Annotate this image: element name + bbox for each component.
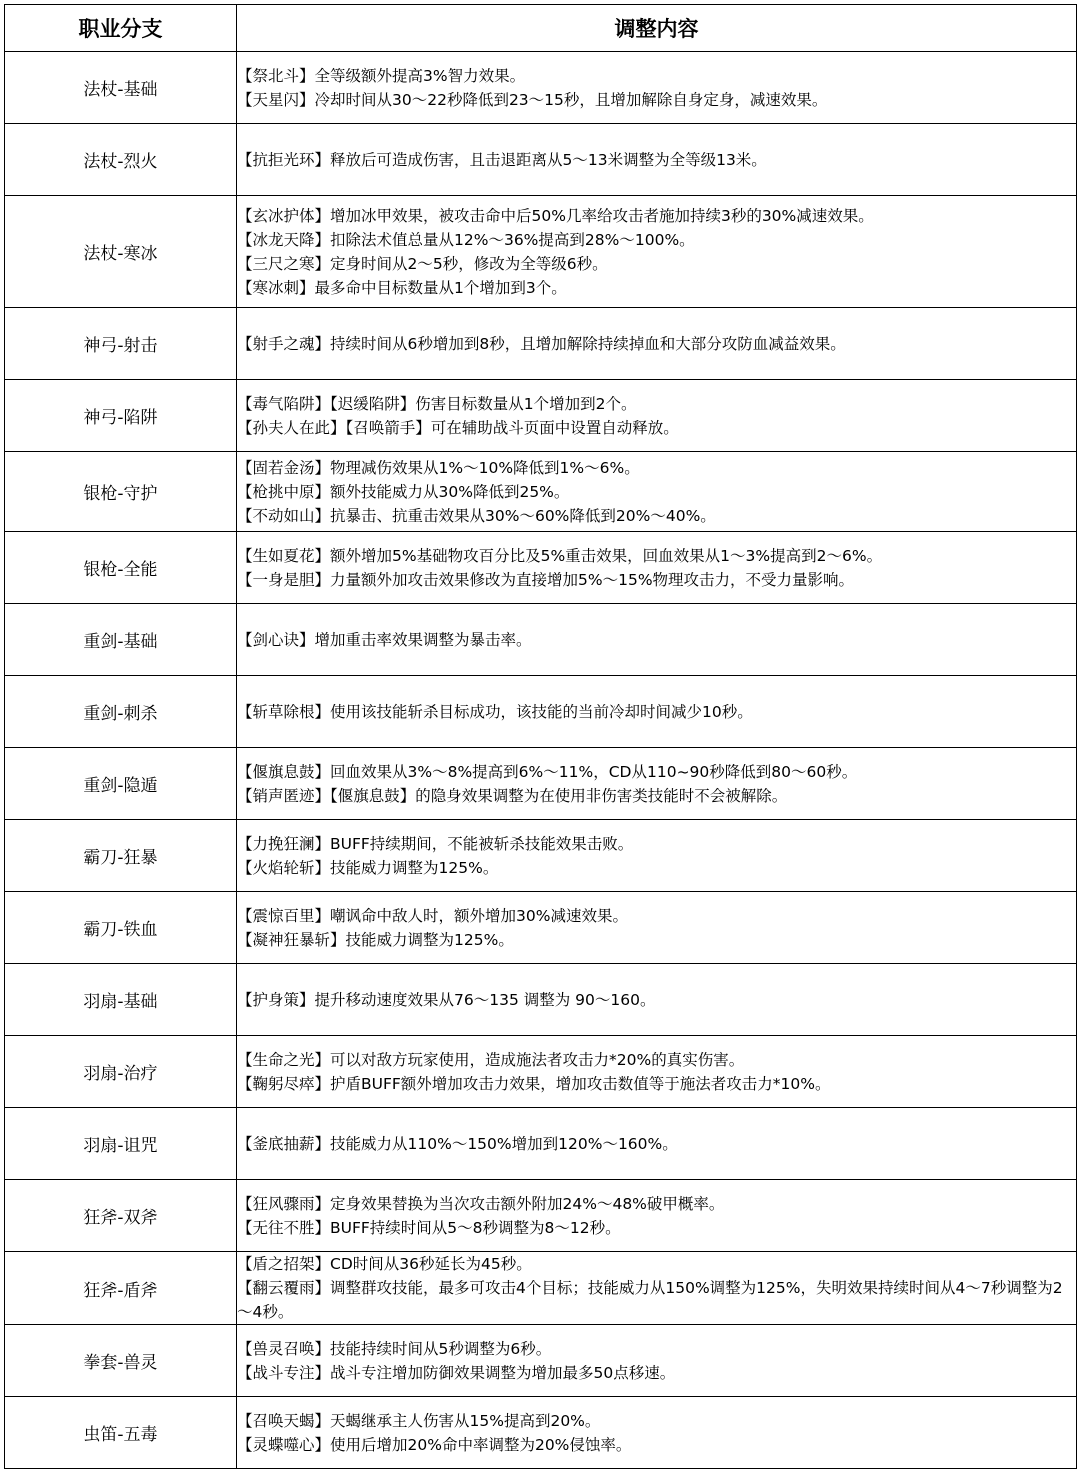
- content-line: 【翻云覆雨】调整群攻技能，最多可攻击4个目标；技能威力从150%调整为125%，失明效果持续时间从4～7秒调整为2～4秒。: [237, 1279, 1063, 1321]
- content-cell: [237, 964, 1077, 1036]
- branch-cell: 羽扇-诅咒: [5, 1108, 237, 1180]
- table-row: [5, 676, 1077, 748]
- branch-cell: 虫笛-五毒: [5, 1397, 237, 1469]
- content-line: 【盾之招架】CD时间从36秒延长为45秒。: [237, 1255, 532, 1273]
- content-line: 【寒冰刺】最多命中目标数量从1个增加到3个。: [237, 278, 567, 297]
- table-row: [5, 748, 1077, 820]
- content-line: 【冰龙天降】扣除法术值总量从12%～36%提高到28%～100%。: [237, 230, 695, 249]
- branch-cell: 神弓-陷阱: [5, 380, 237, 452]
- branch-cell: 重剑-基础: [5, 604, 237, 676]
- branch-cell: 羽扇-基础: [5, 964, 237, 1036]
- table-row: [5, 1325, 1077, 1397]
- content-line: 【釜底抽薪】技能威力从110%～150%增加到120%～160%。: [237, 1134, 678, 1153]
- content-line: 【无往不胜】BUFF持续时间从5～8秒调整为8～12秒。: [237, 1218, 621, 1237]
- branch-cell: 法杖-寒冰: [5, 196, 237, 308]
- table-row: [5, 1036, 1077, 1108]
- header-branch: 职业分支: [5, 5, 237, 52]
- content-cell: [237, 1397, 1077, 1469]
- content-line: 【抗拒光环】释放后可造成伤害，且击退距离从5～13米调整为全等级13米。: [237, 150, 767, 169]
- content-line: 【剑心诀】增加重击率效果调整为暴击率。: [237, 630, 532, 649]
- content-cell: [237, 1180, 1077, 1252]
- branch-cell: 重剑-刺杀: [5, 676, 237, 748]
- content-line: 【生如夏花】额外增加5%基础物攻百分比及5%重击效果，回血效果从1～3%提高到2～6%。: [237, 546, 883, 565]
- table-row: [5, 604, 1077, 676]
- content-cell: [237, 1252, 1077, 1325]
- patch-notes-table: [4, 4, 1077, 1469]
- content-line: 【偃旗息鼓】回血效果从3%～8%提高到6%～11%，CD从110~90秒降低到80～60秒。: [237, 762, 858, 781]
- content-line: 【三尺之寒】定身时间从2～5秒，修改为全等级6秒。: [237, 254, 608, 273]
- branch-cell: 霸刀-狂暴: [5, 820, 237, 892]
- branch-cell: 羽扇-治疗: [5, 1036, 237, 1108]
- table-header-row: [5, 5, 1077, 52]
- content-line: 【天星闪】冷却时间从30～22秒降低到23～15秒，且增加解除自身定身，减速效果。: [237, 90, 828, 109]
- content-cell: [237, 604, 1077, 676]
- content-line: 【孙夫人在此】【召唤箭手】可在辅助战斗页面中设置自动释放。: [237, 418, 679, 437]
- content-cell: [237, 532, 1077, 604]
- table-row: [5, 1108, 1077, 1180]
- table-row: [5, 380, 1077, 452]
- branch-cell: 银枪-守护: [5, 452, 237, 532]
- content-line: 【一身是胆】力量额外加攻击效果修改为直接增加5%～15%物理攻击力，不受力量影响。: [237, 570, 855, 589]
- content-line: 【射手之魂】持续时间从6秒增加到8秒，且增加解除持续掉血和大部分攻防血减益效果。: [237, 334, 846, 353]
- table-row: [5, 308, 1077, 380]
- table-row: [5, 532, 1077, 604]
- content-line: 【狂风骤雨】定身效果替换为当次攻击额外附加24%～48%破甲概率。: [237, 1194, 725, 1213]
- branch-cell: 霸刀-铁血: [5, 892, 237, 964]
- branch-cell: 狂斧-盾斧: [5, 1252, 237, 1325]
- content-line: 【火焰轮斩】技能威力调整为125%。: [237, 858, 499, 877]
- content-line: 【护身策】提升移动速度效果从76～135 调整为 90～160。: [237, 990, 656, 1009]
- content-line: 【凝神狂暴斩】技能威力调整为125%。: [237, 930, 514, 949]
- content-cell: [237, 52, 1077, 124]
- content-cell: [237, 892, 1077, 964]
- content-cell: [237, 124, 1077, 196]
- branch-cell: 法杖-基础: [5, 52, 237, 124]
- branch-cell: 重剑-隐遁: [5, 748, 237, 820]
- header-content: 调整内容: [237, 5, 1077, 52]
- content-cell: [237, 196, 1077, 308]
- content-cell: [237, 1036, 1077, 1108]
- content-cell: [237, 1108, 1077, 1180]
- content-line: 【祭北斗】全等级额外提高3%智力效果。: [237, 66, 526, 85]
- table-row: [5, 1397, 1077, 1469]
- table-row: [5, 52, 1077, 124]
- table-row: [5, 1252, 1077, 1325]
- content-line: 【生命之光】可以对敌方玩家使用，造成施法者攻击力*20%的真实伤害。: [237, 1050, 745, 1069]
- table-row: [5, 964, 1077, 1036]
- table-row: [5, 452, 1077, 532]
- content-line: 【力挽狂澜】BUFF持续期间，不能被斩杀技能效果击败。: [237, 834, 634, 853]
- content-line: 【召唤天蝎】天蝎继承主人伤害从15%提高到20%。: [237, 1411, 601, 1430]
- branch-cell: 拳套-兽灵: [5, 1325, 237, 1397]
- branch-cell: 狂斧-双斧: [5, 1180, 237, 1252]
- branch-cell: 神弓-射击: [5, 308, 237, 380]
- content-cell: [237, 380, 1077, 452]
- table-row: [5, 124, 1077, 196]
- content-line: 【不动如山】抗暴击、抗重击效果从30%～60%降低到20%～40%。: [237, 506, 716, 525]
- content-cell: [237, 676, 1077, 748]
- table-row: [5, 1180, 1077, 1252]
- content-line: 【震惊百里】嘲讽命中敌人时，额外增加30%减速效果。: [237, 906, 628, 925]
- content-cell: [237, 308, 1077, 380]
- content-line: 【兽灵召唤】技能持续时间从5秒调整为6秒。: [237, 1339, 552, 1358]
- content-line: 【固若金汤】物理减伤效果从1%～10%降低到1%～6%。: [237, 458, 640, 477]
- content-line: 【玄冰护体】增加冰甲效果，被攻击命中后50%几率给攻击者施加持续3秒的30%减速效果。: [237, 206, 874, 225]
- branch-cell: 银枪-全能: [5, 532, 237, 604]
- content-line: 【鞠躬尽瘁】护盾BUFF额外增加攻击力效果，增加攻击数值等于施法者攻击力*10%。: [237, 1074, 831, 1093]
- content-line: 【战斗专注】战斗专注增加防御效果调整为增加最多50点移速。: [237, 1363, 676, 1382]
- table-row: [5, 892, 1077, 964]
- content-line: 【销声匿迹】【偃旗息鼓】的隐身效果调整为在使用非伤害类技能时不会被解除。: [237, 786, 788, 805]
- content-cell: [237, 820, 1077, 892]
- content-line: 【枪挑中原】额外技能威力从30%降低到25%。: [237, 482, 570, 501]
- branch-cell: 法杖-烈火: [5, 124, 237, 196]
- table-body: [5, 52, 1077, 1469]
- content-cell: [237, 1325, 1077, 1397]
- content-line: 【毒气陷阱】【迟缓陷阱】伤害目标数量从1个增加到2个。: [237, 394, 637, 413]
- content-cell: [237, 748, 1077, 820]
- content-line: 【斩草除根】使用该技能斩杀目标成功，该技能的当前冷却时间减少10秒。: [237, 702, 753, 721]
- content-line: 【灵蝶噬心】使用后增加20%命中率调整为20%侵蚀率。: [237, 1435, 632, 1454]
- table-row: [5, 820, 1077, 892]
- table-row: [5, 196, 1077, 308]
- content-cell: [237, 452, 1077, 532]
